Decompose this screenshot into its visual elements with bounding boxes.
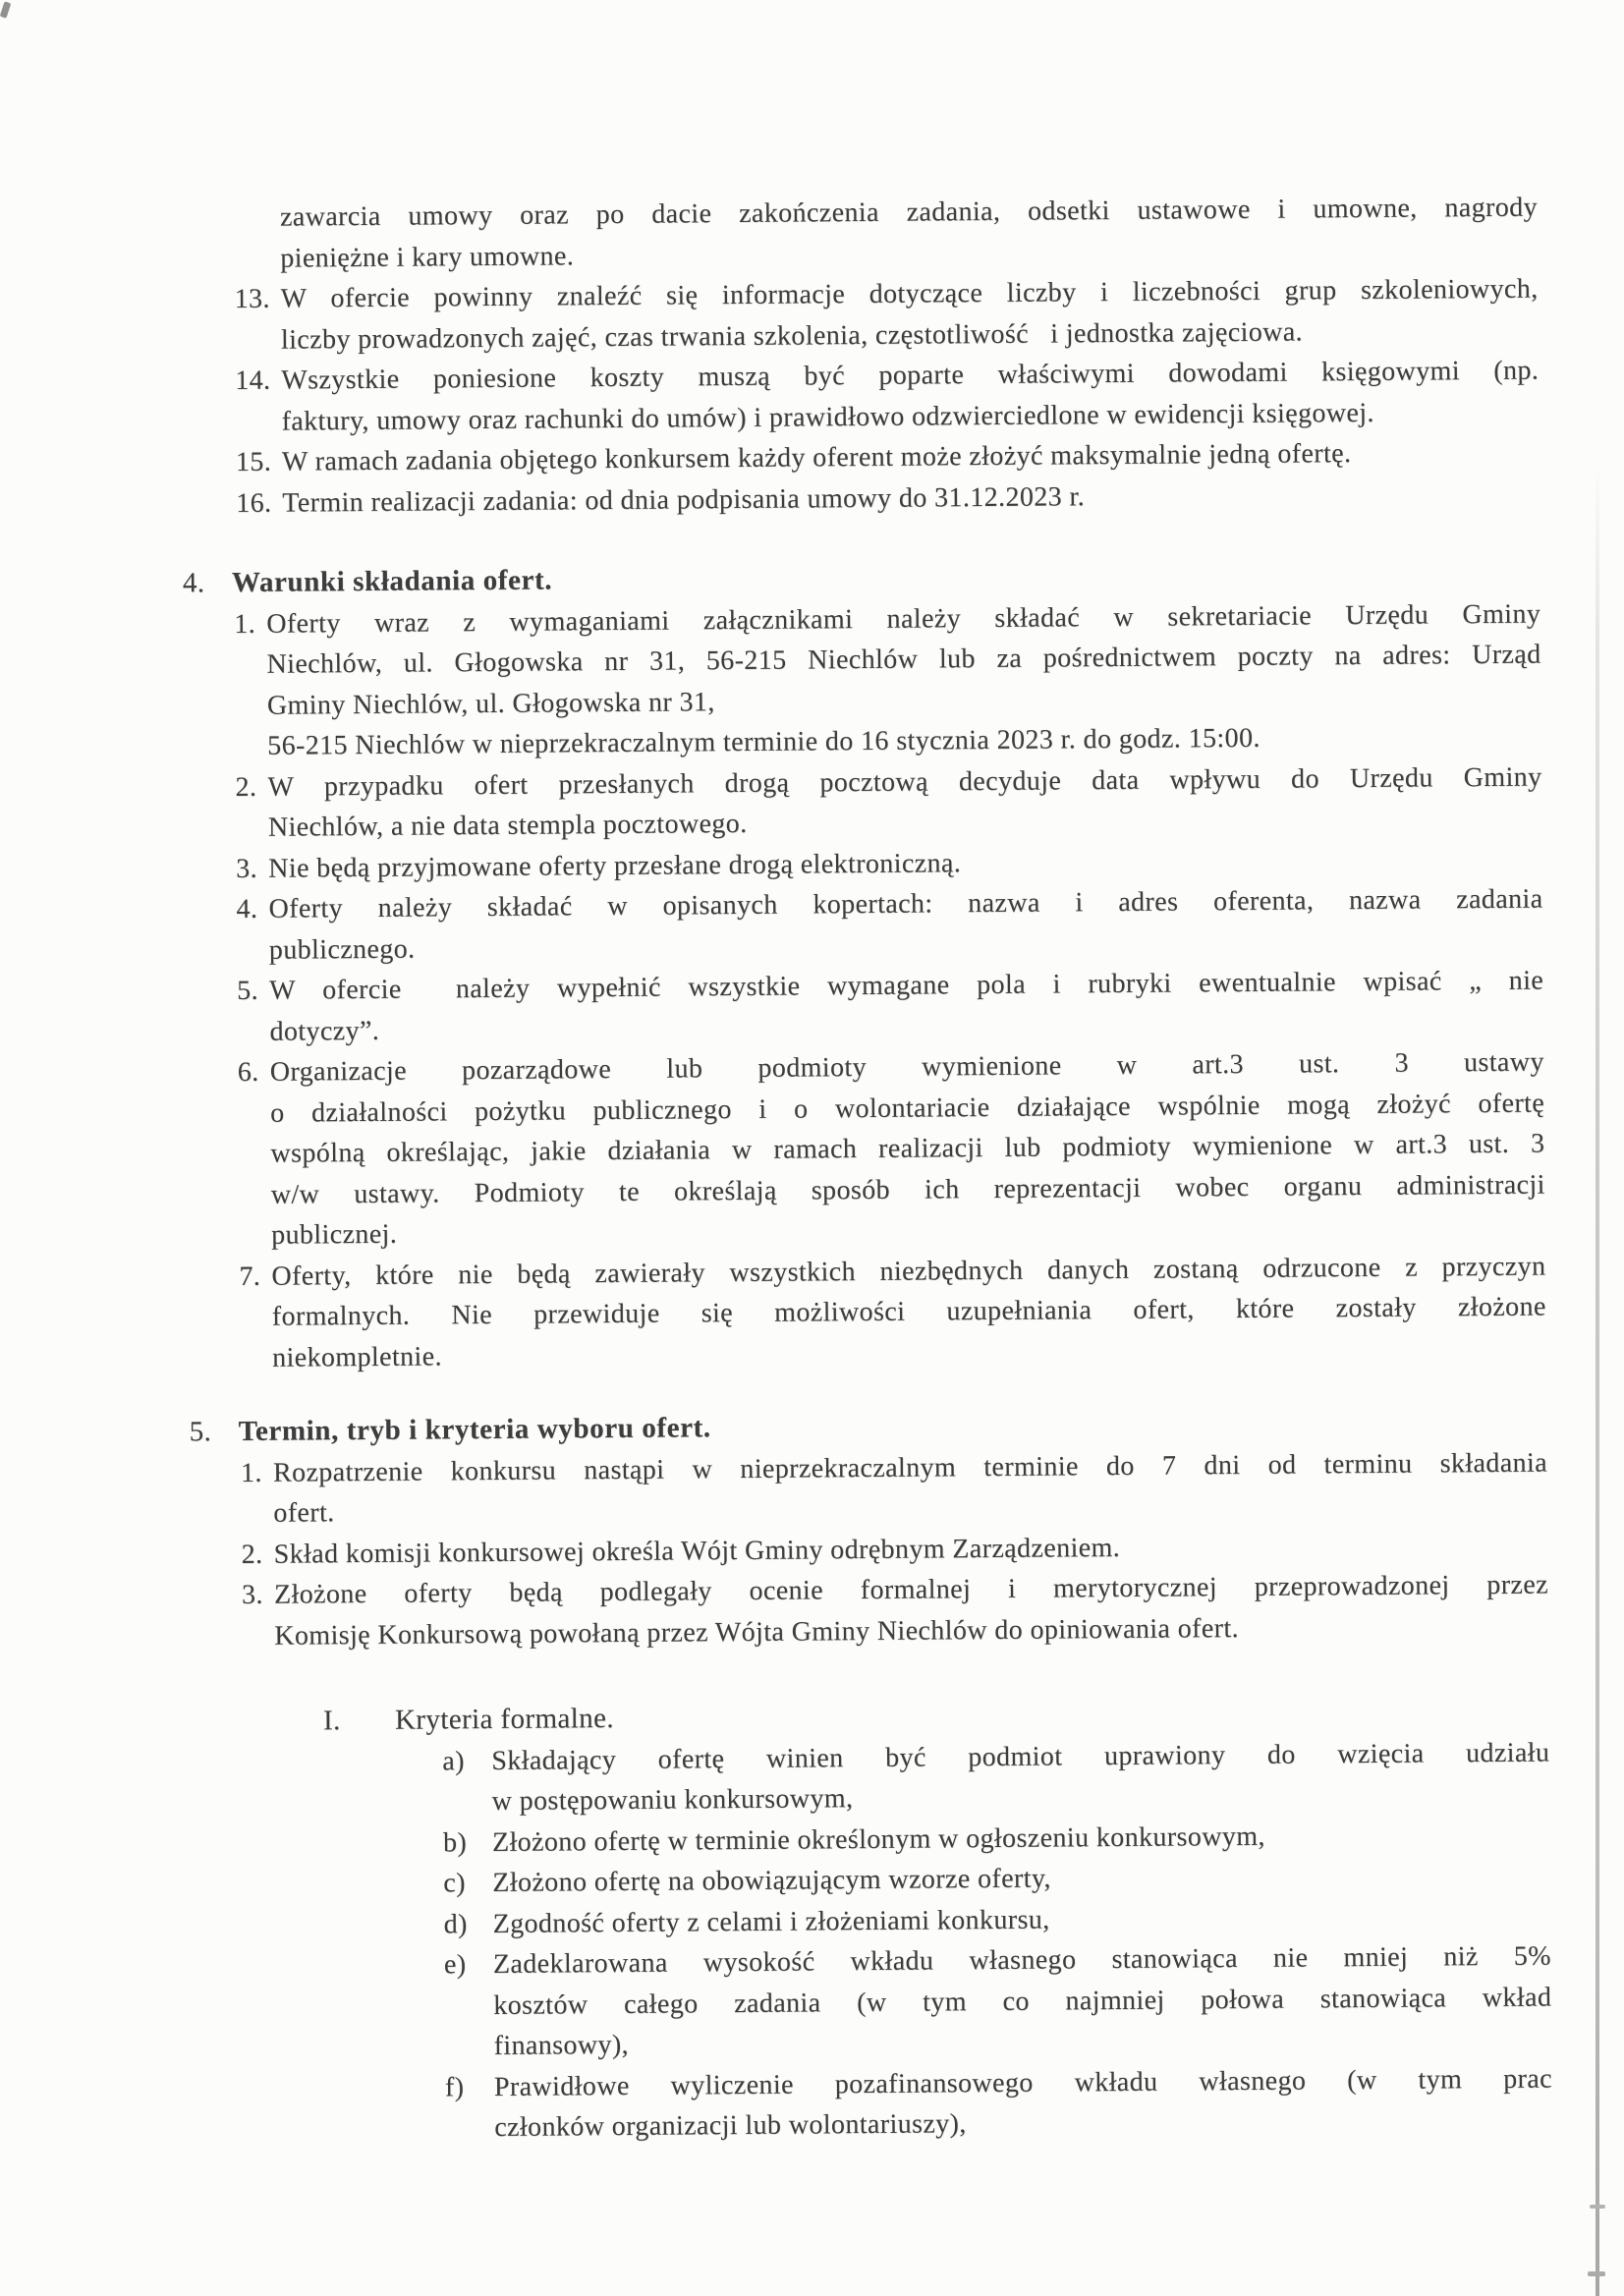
criterion-e (444, 1935, 1624, 2067)
list-item-text (269, 961, 1544, 1052)
text-line: wspólną określając, jakie działania w ramach realizacji lub podmioty wymienione w art.3 ust. 3 (270, 1128, 1545, 1169)
text-line: pieniężne i kary umowne. (280, 240, 575, 274)
list-item-number: 1. (234, 608, 256, 640)
list-item-letter: e) (443, 1949, 467, 1981)
text-line: formalnych. Nie przewiduje się możliwości uzupełniania ofert, które zostały złożone (271, 1291, 1546, 1332)
list-item-text (267, 756, 1542, 848)
list-item-14 (235, 350, 1624, 442)
text-line: Wszystkie poniesione koszty muszą być poparte właściwymi dowodami księgowymi (np. (281, 355, 1540, 396)
scan-artifact-edge-tick (1588, 2271, 1605, 2276)
section-4-item-1 (234, 592, 1624, 766)
section-title: Warunki składania ofert. (231, 564, 553, 599)
list-item-13 (234, 268, 1624, 361)
list-item-text (273, 1442, 1548, 1534)
list-item-number: 2. (241, 1539, 263, 1570)
text-line: w postępowaniu konkursowym, (491, 1783, 854, 1818)
text-line: kosztów całego zadania (w tym co najmniej połowa stanowiąca wkład (493, 1982, 1552, 2021)
section-4-item-2 (235, 756, 1624, 848)
list-item-number: 14. (235, 364, 271, 397)
scan-artifact-edge-tick (1590, 2205, 1605, 2209)
list-item-text (281, 351, 1540, 442)
section-4-item-7 (239, 1245, 1624, 1378)
list-item-letter: f) (444, 2071, 465, 2102)
criterion-a (442, 1731, 1624, 1822)
text-line: Oferty, które nie będą zawierały wszystkich niezbędnych danych zostaną odrzucone z przyczyn (271, 1251, 1546, 1292)
text-line: zawarcia umowy oraz po dacie zakończenia zadania, odsetki ustawowe i umowne, nagrody (279, 192, 1539, 233)
list-item-letter: d) (443, 1908, 468, 1939)
text-line: ofert. (273, 1497, 335, 1529)
list-item-letter: c) (443, 1868, 467, 1899)
text-line: o działalności pożytku publicznego i o wolontariacie działające wspólnie mogą złożyć ofertę (270, 1088, 1545, 1129)
list-item-number: 2. (235, 771, 257, 803)
text-line: Oferty należy składać w opisanych kopertach: nazwa i adres oferenta, nazwa zadania (268, 883, 1543, 924)
list-item-text (271, 1246, 1546, 1378)
text-line: dotyczy”. (269, 1015, 380, 1047)
page-content (0, 187, 1624, 2152)
section-4-item-4 (236, 878, 1624, 971)
list-item-number: 5. (237, 975, 259, 1007)
text-line: Skład komisji konkursowej określa Wójt Gminy odrębnym Zarządzeniem. (273, 1532, 1121, 1570)
text-line: Zgodność oferty z celami i złożeniami konkursu, (492, 1904, 1050, 1939)
section-5-item-3 (242, 1564, 1624, 1656)
text-line: Gminy Niechlów, ul. Głogowska nr 31, (266, 686, 715, 721)
list-item-letter: a) (442, 1745, 466, 1776)
text-line: Prawidłowe wyliczenie pozafinansowego wkładu własnego (w tym prac (493, 2063, 1553, 2102)
text-line: Nie będą przyjmowane oferty przesłane drogą elektroniczną. (268, 847, 962, 884)
criterion-f (445, 2057, 1624, 2149)
roman-numeral: I. (322, 1705, 341, 1737)
list-item-text (266, 593, 1541, 766)
text-line: finansowy), (493, 2029, 630, 2061)
text-line: członków organizacji lub wolontariuszy), (494, 2108, 967, 2143)
section-4-item-5 (237, 960, 1624, 1052)
text-line: publicznej. (271, 1218, 398, 1251)
text-line: W ofercie powinny znaleźć się informacje dotyczące liczby i liczebności grup szkoleniowych, (280, 273, 1539, 314)
list-item-number: 6. (237, 1056, 259, 1089)
text-line: Oferty wraz z wymaganiami załącznikami należy składać w sekretariacie Urzędu Gminy (266, 598, 1541, 640)
text-line: niekompletnie. (271, 1340, 443, 1373)
text-line: Składający ofertę winien być podmiot uprawiony do wzięcia udziału (491, 1737, 1550, 1776)
text-line: Rozpatrzenie konkursu nastąpi w nieprzekraczalnym terminie do 7 dni od terminu składania (272, 1447, 1548, 1488)
text-line: Zadeklarowana wysokość wkładu własnego stanowiąca nie mniej niż 5% (492, 1940, 1552, 1980)
text-line: Niechlów, ul. Głogowska nr 31, 56-215 Niechlów lub za pośrednictwem poczty na adres: Urząd (266, 639, 1541, 680)
text-line: Złożono ofertę w terminie określonym w ogłoszeniu konkursowym, (491, 1820, 1265, 1858)
text-line: Złożone oferty będą podlegały ocenie formalnej i merytorycznej przeprowadzonej przez (273, 1569, 1549, 1610)
list-item-text (491, 1732, 1550, 1821)
text-line: Termin realizacji zadania: od dnia podpisania umowy do 31.12.2023 r. (282, 480, 1086, 519)
scan-artifact-corner-mark (0, 1, 11, 18)
formal-criteria-title: Kryteria formalne. (394, 1703, 615, 1736)
list-item-letter: b) (442, 1826, 468, 1858)
text-line: Niechlów, a nie data stempla pocztowego. (267, 808, 748, 843)
text-line: W ofercie należy wypełnić wszystkie wymagane pola i rubryki ewentualnie wpisać „ nie (269, 965, 1544, 1006)
text-line: 56-215 Niechlów w nieprzekraczalnym terminie do 16 stycznia 2023 r. do godz. 15:00. (267, 722, 1260, 761)
list-item-number: 4. (236, 893, 258, 925)
text-line: faktury, umowy oraz rachunki do umów) i prawidłowo odzwierciedlone w ewidencji księgowej. (281, 397, 1374, 437)
text-line: Złożono ofertę na obowiązującym wzorze oferty, (492, 1863, 1051, 1898)
section-4-item-6 (238, 1041, 1624, 1257)
list-item-number: 16. (236, 487, 272, 519)
list-item-text (494, 2058, 1553, 2148)
list-item-text (282, 473, 1540, 524)
list-item-number: 13. (234, 283, 270, 315)
list-item-text (274, 1565, 1549, 1656)
list-item-text (268, 879, 1543, 971)
text-line: publicznego. (268, 933, 416, 966)
list-item-number: 3. (241, 1579, 263, 1610)
text-line: liczby prowadzonych zajęć, czas trwania szkolenia, częstotliwość i jednostka zajęciowa. (280, 315, 1304, 356)
paragraph-continuation (280, 188, 1539, 279)
text-line: Komisję Konkursową powołaną przez Wójta Gminy Niechlów do opiniowania ofert. (274, 1612, 1240, 1652)
text-line: W ramach zadania objętego konkursem każdy oferent może złożyć maksymalnie jedną ofertę. (281, 438, 1352, 477)
list-item-text (493, 1936, 1552, 2067)
text-line: w/w ustawy. Podmioty te określają sposób ich reprezentacji wobec organu administracji (270, 1169, 1545, 1210)
section-5-item-1 (241, 1441, 1624, 1534)
text-line: W przypadku ofert przesłanych drogą pocztową decyduje data wpływu do Urzędu Gminy (267, 761, 1542, 803)
list-item-number: 3. (236, 853, 258, 884)
list-item-number: 15. (235, 446, 272, 478)
section-number: 5. (189, 1416, 212, 1448)
list-item-number: 7. (239, 1260, 261, 1292)
list-item-text (280, 269, 1539, 361)
section-number: 4. (182, 567, 205, 599)
section-title: Termin, tryb i kryteria wyboru ofert. (238, 1412, 711, 1448)
list-item-number: 1. (240, 1457, 262, 1488)
text-line: Organizacje pozarządowe lub podmioty wymienione w art.3 ust. 3 ustawy (269, 1046, 1544, 1088)
list-item-text (270, 1042, 1546, 1257)
